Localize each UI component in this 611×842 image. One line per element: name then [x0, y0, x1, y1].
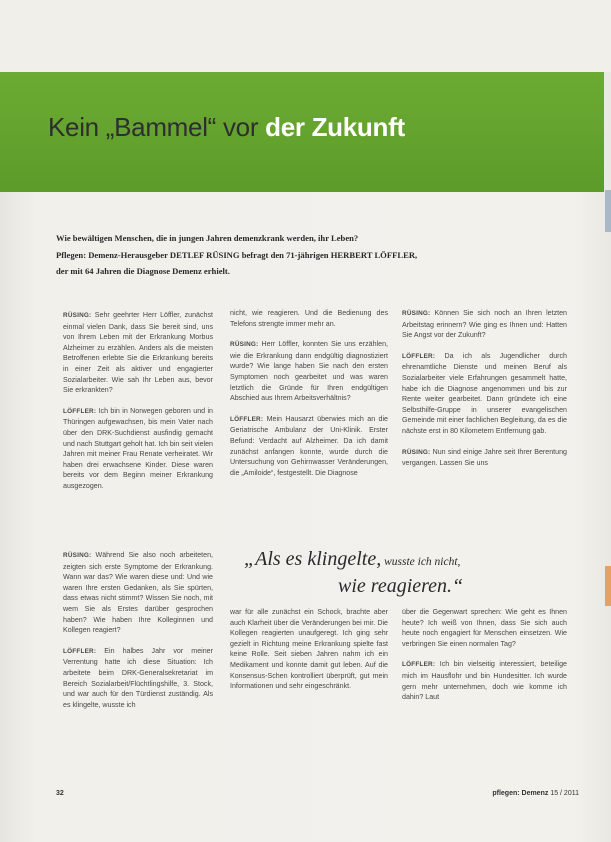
- speaker-label: LÖFFLER:: [63, 407, 97, 415]
- speaker-label: RÜSING:: [402, 310, 431, 317]
- paragraph-text: Ein halbes Jahr vor meiner Verrentung hatte ich diese Situation: Ich arbeitete beim DRK-Generalsekretariat im Bereich Sozialarbeit/Flüchtlingshilfe, 3. Stock, und war auch für den Türdienst zuständig. Als es klingelte, wusste ich: [63, 646, 213, 709]
- paragraph-text: Sehr geehrter Herr Löffler, zunächst einmal vielen Dank, dass Sie bereit sind, uns von Ihrem Leben mit der Erkrankung Morbus Alzheimer zu erzählen. Anders als die meisten Betroffenen erlebte Sie die Erkrankung bereits in einer Zeit als aktiver und engagierter Sozialarbeiter. Wie sah Ihr Leben aus, bevor Sie erkrankten?: [63, 311, 213, 395]
- speaker-label: RÜSING:: [63, 312, 92, 319]
- interview-paragraph: [63, 550, 213, 636]
- page-edge-mark-orange: [605, 566, 611, 606]
- interview-paragraph: [230, 607, 388, 692]
- pull-quote-line: wie reagieren.“: [338, 575, 464, 597]
- interview-paragraph: [402, 308, 567, 341]
- paragraph-text: Während Sie also noch arbeiteten, zeigten sich erste Symptome der Erkrankung. Wann war das? Wie waren diese und: Und wie waren Ihre ersten Gedanken, als Sie spürten, dass etwas nicht stimmt? Wissen Sie noch, mit wem Sie als Erstes darüber gesprochen haben? Wie haben Ihre Kolleginnen und Kollegen reagiert?: [63, 551, 213, 635]
- speaker-label: LÖFFLER:: [402, 661, 436, 669]
- paragraph-text: Mein Hausarzt überwies mich an die Geriatrische Ambulanz der Uni-Klinik. Erster Befund: Verdacht auf Alzheimer. Da ich damit zunächst anfangen konnte, wurde durch die Untersuchung von Gehirnwasser Veränderungen, die „Amiloide“, festgestellt. Die Diagnose: [230, 414, 388, 477]
- text-column-3-lower: [402, 607, 567, 713]
- text-column-3: [402, 308, 567, 479]
- interview-paragraph: [230, 339, 388, 404]
- magazine-name: pflegen: Demenz: [492, 790, 549, 797]
- top-margin: [0, 0, 611, 72]
- page-number: 32: [56, 790, 64, 797]
- article-lead: [56, 230, 576, 280]
- speaker-label: LÖFFLER:: [63, 647, 97, 655]
- interview-paragraph: [402, 607, 567, 649]
- speaker-label: RÜSING:: [63, 552, 92, 559]
- text-column-1: [63, 310, 213, 502]
- interview-paragraph: [402, 447, 567, 469]
- interview-paragraph: [63, 646, 213, 711]
- paragraph-text: Nun sind einige Jahre seit Ihrer Berentung vergangen. Lassen Sie uns: [402, 447, 567, 468]
- interview-paragraph: [230, 308, 388, 329]
- interview-paragraph: [402, 351, 567, 437]
- paragraph-text: Können Sie sich noch an Ihren letzten Arbeitstag erinnern? Wie ging es Ihnen und: Hatten Sie Angst vor der Zukunft?: [402, 309, 567, 340]
- title-highlight: der Zukunft: [265, 112, 405, 142]
- paragraph-text: Da ich als Jugendlicher durch ehrenamtliche Dienste und meinen Beruf als Sozialarbeiter viele Erfahrungen gesammelt hatte, habe ich die Diagnose angenommen und bis zur Rente weiter gearbeitet. Dann gründete ich eine Selbsthilfe-Gruppe in unserer evangelischen Gemeinde mit einer fachlichen Begleitung, da es die nächste erst in 80 Kilometern Entfernung gab.: [402, 351, 567, 435]
- paragraph-text: nicht, wie reagieren. Und die Bedienung des Telefons strengte immer mehr an.: [230, 309, 388, 328]
- page-footer: [492, 790, 579, 797]
- quote-part: „Als es klingelte,: [244, 548, 382, 570]
- lead-line: Pflegen: Demenz-Herausgeber DETLEF RÜSING befragt den 71-jährigen HERBERT LÖFFLER,: [56, 249, 418, 260]
- interview-paragraph: [63, 310, 213, 396]
- page-edge-mark: [605, 190, 611, 232]
- paragraph-text: Ich bin vielseitig interessiert, beteilige mich im Hausflohr und bin Hundesitter. Ich wurde gern mehr unternehmen, doch wie komme ich dahin? Laut: [402, 660, 567, 702]
- speaker-label: LÖFFLER:: [230, 415, 264, 423]
- lead-line: der mit 64 Jahren die Diagnose Demenz erhielt.: [56, 266, 230, 276]
- paragraph-text: über die Gegenwart sprechen: Wie geht es Ihnen heute? Ich weiß von Ihnen, dass Sie sich auch heute noch engagiert für Menschen einsetzen. Wie verbringen Sie einen normalen Tag?: [402, 608, 567, 648]
- paragraph-text: Ich bin in Norwegen geboren und in Thüringen aufgewachsen, bis mein Vater nach über den DRK-Suchdienst ausfindig gemacht und nach Stuttgart geholt hat. Ich bin seit vielen Jahren mit meiner Frau Renate verheiratet. Wir haben drei erwachsene Kinder. Diese waren bereits vor dem Beginn meiner Erkrankung ausgezogen.: [63, 406, 213, 490]
- pull-quote-line: [244, 548, 584, 571]
- issue-number: 15 / 2011: [550, 790, 579, 797]
- title-plain: Kein „Bammel“ vor: [48, 112, 266, 142]
- pull-quote: [244, 548, 584, 598]
- paragraph-text: Herr Löffler, konnten Sie uns erzählen, wie die Erkrankung dann endgültig diagnostiziert wurde? Wie lange haben Sie nach den ersten Symptomen noch gearbeitet und was waren letztlich die Gründe für Ihren endgültigen Abschied aus Ihrem Arbeitsverhältnis?: [230, 340, 388, 403]
- text-column-1-lower: [63, 550, 213, 720]
- lead-line: Wie bewältigen Menschen, die in jungen Jahren demenzkrank werden, ihr Leben?: [56, 233, 359, 243]
- interview-paragraph: [230, 414, 388, 479]
- article-title: [48, 112, 405, 143]
- quote-part: wusste ich nicht,: [381, 556, 461, 568]
- speaker-label: RÜSING:: [230, 341, 259, 349]
- interview-paragraph: [63, 406, 213, 492]
- speaker-label: LÖFFLER:: [402, 352, 436, 360]
- text-column-2-lower: [230, 607, 388, 702]
- interview-paragraph: [402, 659, 567, 702]
- text-column-2: [230, 308, 388, 488]
- speaker-label: RÜSING:: [402, 448, 431, 456]
- paragraph-text: war für alle zunächst ein Schock, brachte aber auch Klarheit über die Veränderungen bei mir. Die Kollegen reagierten unaufgeregt. Ich ging sehr gezielt in Richtung meine Erkrankung spielte fast keine Rolle. Seit sieben Jahren nahm ich ein Medikament und konnte damit gut leben. Auf die Konsensus-Schen kontrolliert überprüft, gut mein Informationen und sehr eingeschränkt.: [230, 608, 388, 691]
